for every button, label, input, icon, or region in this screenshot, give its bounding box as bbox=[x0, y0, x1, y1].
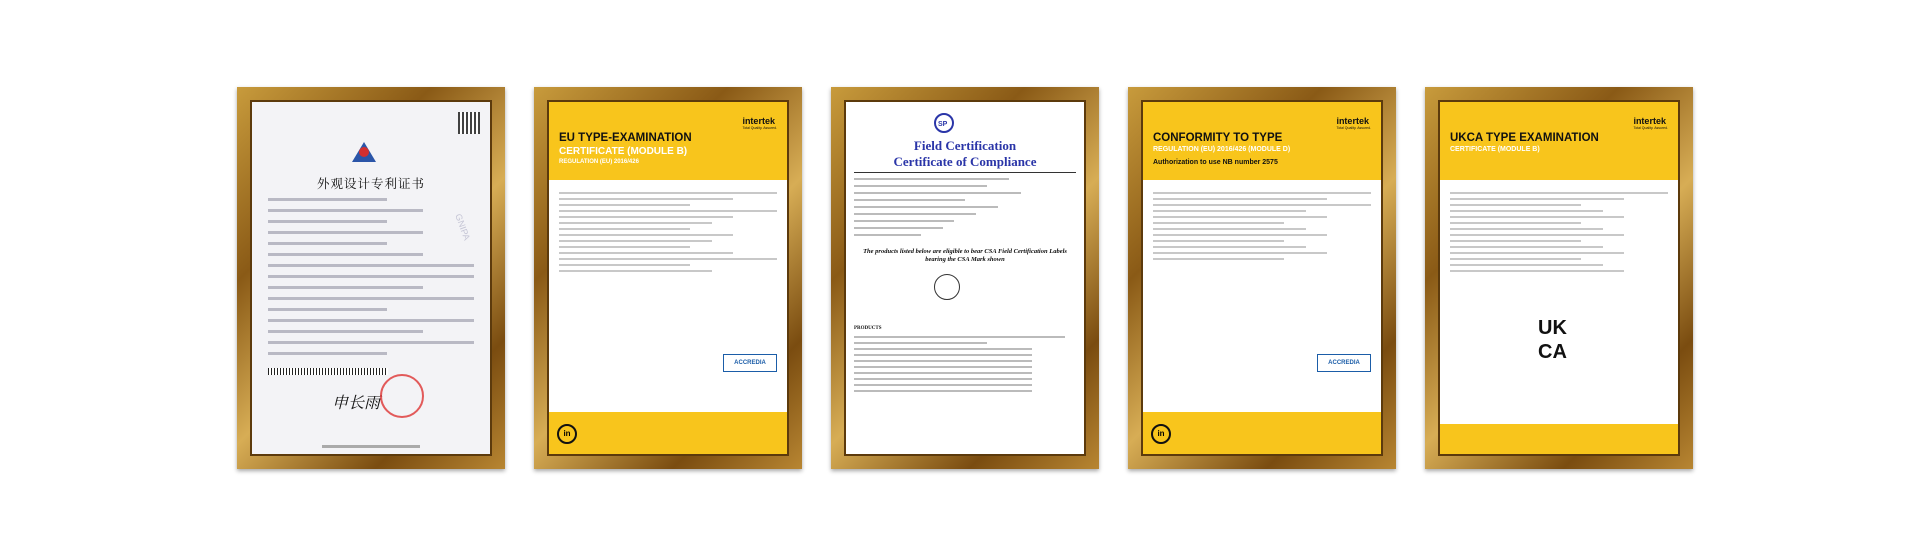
products-table bbox=[854, 336, 1076, 396]
certificate-paper bbox=[252, 102, 490, 454]
certificate-authorization: Authorization to use NB number 2575 bbox=[1153, 159, 1278, 166]
footer-line bbox=[322, 445, 420, 448]
cnipa-emblem-icon bbox=[348, 138, 380, 166]
certificate-details bbox=[854, 178, 1076, 241]
certificate-subtitle: CERTIFICATE (MODULE B) bbox=[559, 146, 688, 157]
barcode-icon bbox=[268, 368, 388, 375]
svg-text:UK: UK bbox=[1538, 317, 1567, 339]
ukca-mark-icon bbox=[1534, 312, 1578, 362]
accredia-logo: ACCREDIA bbox=[723, 354, 777, 372]
certificate-frame-ukca bbox=[1425, 87, 1693, 469]
certificate-paper bbox=[1440, 102, 1678, 454]
certificate-frame-conformity bbox=[1128, 87, 1396, 469]
certificate-subtitle: Certificate of Compliance bbox=[893, 154, 1037, 169]
footer-band bbox=[1440, 424, 1678, 454]
intertek-logo: intertek Total Quality. Assured. bbox=[1633, 116, 1668, 130]
certificate-body-text bbox=[1153, 192, 1371, 264]
qr-code-icon bbox=[458, 112, 480, 134]
certificate-subtitle: CERTIFICATE (MODULE B) bbox=[1450, 146, 1540, 153]
certificate-text-lines bbox=[268, 198, 474, 363]
official-seal-icon bbox=[380, 374, 424, 418]
products-heading: PRODUCTS bbox=[854, 326, 882, 331]
accredia-logo: ACCREDIA bbox=[1317, 354, 1371, 372]
intertek-seal-icon: in bbox=[1151, 424, 1171, 444]
certificate-paper bbox=[549, 102, 787, 454]
certificate-regulation: REGULATION (EU) 2016/426 bbox=[559, 159, 639, 165]
certificate-frame-cn-patent bbox=[237, 87, 505, 469]
csa-group-logo bbox=[934, 112, 988, 134]
director-signature: 申长雨 bbox=[332, 393, 381, 412]
certificate-title: 外观设计专利证书 bbox=[316, 176, 425, 191]
certificate-frame-eu-type bbox=[534, 87, 802, 469]
certificate-frame-csa bbox=[831, 87, 1099, 469]
watermark: GNIPA bbox=[452, 212, 472, 242]
divider bbox=[854, 172, 1076, 173]
intertek-logo: intertek Total Quality. Assured. bbox=[1336, 116, 1371, 130]
footer-band bbox=[1143, 412, 1381, 454]
certificate-title: CONFORMITY TO TYPE bbox=[1153, 132, 1283, 144]
certificate-body-text bbox=[559, 192, 777, 276]
certificate-paper bbox=[846, 102, 1084, 454]
svg-text:SP: SP bbox=[938, 121, 948, 128]
intertek-seal-icon: in bbox=[557, 424, 577, 444]
certificate-title: EU TYPE-EXAMINATION bbox=[559, 132, 692, 144]
intertek-logo: intertek Total Quality. Assured. bbox=[742, 116, 777, 130]
eligibility-note: The products listed below are eligible to bear CSA Field Certification Labels bearing the CSA Mark shown bbox=[863, 248, 1067, 263]
csa-stamp-icon bbox=[934, 274, 960, 300]
certificate-subtitle: REGULATION (EU) 2016/426 (MODULE D) bbox=[1153, 146, 1291, 153]
certificate-paper bbox=[1143, 102, 1381, 454]
certificate-title: UKCA TYPE EXAMINATION bbox=[1450, 132, 1599, 144]
svg-text:CA: CA bbox=[1538, 341, 1567, 362]
footer-band bbox=[549, 412, 787, 454]
certificate-title: Field Certification bbox=[913, 138, 1017, 153]
certificate-body-text bbox=[1450, 192, 1668, 276]
